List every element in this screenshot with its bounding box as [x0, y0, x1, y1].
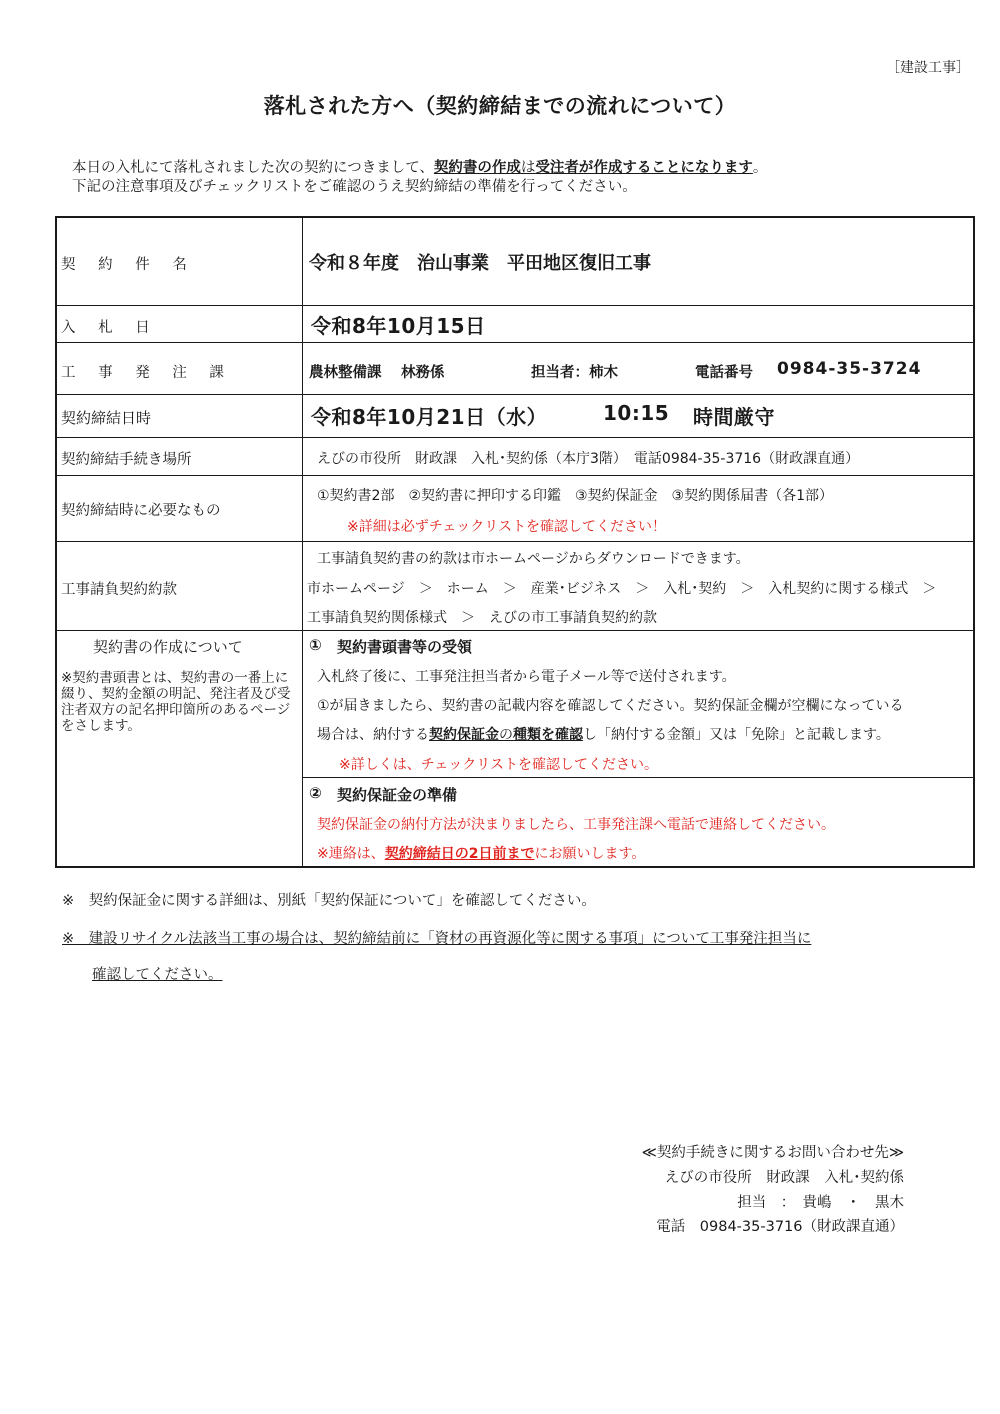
step2-title: 契約保証金の準備: [337, 786, 458, 804]
label-required-items: 契約締結時に必要なもの: [61, 503, 221, 519]
terms-line-1: 工事請負契約書の約款は市ホームページからダウンロードできます。: [317, 551, 750, 567]
intro-line-2: 下記の注意事項及びチェックリストをご確認のうえ契約締結の準備を行ってください。: [72, 179, 637, 195]
label-procedure-place: 契約締結手続き場所: [61, 452, 192, 468]
row-divider: [55, 541, 975, 542]
contact-office: えびの市役所 財政課 入札･契約係: [664, 1170, 904, 1186]
table-border-left: [55, 216, 57, 868]
row-divider: [55, 342, 975, 343]
row-divider-sub: [302, 777, 975, 778]
step1-line-2: ①が届きましたら、契約書の記載内容を確認してください。契約保証金欄が空欄になっている: [317, 698, 904, 714]
table-border-top: [55, 216, 975, 218]
contact-person: 担当 ： 貴嶋 ・ 黒木: [737, 1195, 904, 1211]
step1-note: ※詳しくは、チェックリストを確認してください。: [339, 757, 659, 773]
creation-left-note: ※契約書頭書とは、契約書の一番上に綴り、契約金額の明記、発注者及び受注者双方の記名押印箇所のあるページをさします。: [61, 670, 291, 734]
table-column-divider: [302, 216, 303, 868]
row-divider: [55, 305, 975, 306]
label-ordering-dept: 工 事 発 注 課: [61, 365, 233, 381]
value-contract-name: 令和８年度 治山事業 平田地区復旧工事: [309, 253, 651, 274]
value-required-items: ①契約書2部 ②契約書に押印する印鑑 ③契約保証金 ③契約関係届書（各1部）: [317, 488, 834, 504]
step1-emphasis-b: 種類を確認: [513, 727, 583, 743]
contact-phone: 電話 0984-35-3716（財政課直通）: [656, 1219, 904, 1235]
label-terms: 工事請負契約約款: [61, 582, 177, 598]
value-person: 担当者：柿木: [531, 365, 618, 381]
label-creation: 契約書の作成について: [93, 638, 243, 656]
step1-line-3: 場合は、納付する契約保証金の種類を確認し「納付する金額」又は「免除」と記載します。: [317, 727, 890, 743]
value-bid-date: 令和8年10月15日: [311, 314, 486, 338]
label-bid-date: 入 札 日: [61, 320, 159, 336]
value-procedure-place: えびの市役所 財政課 入札･契約係（本庁3階） 電話0984-35-3716（財政課直通）: [317, 451, 860, 467]
step1-number: ①: [309, 636, 322, 654]
table-border-bottom: [55, 866, 975, 868]
value-phone-label: 電話番号: [695, 365, 753, 381]
footnote-2-continued: 確認してください。: [92, 967, 223, 983]
step1-emphasis-a: 契約保証金: [429, 727, 499, 743]
value-signing-date: 令和8年10月21日（水）: [311, 405, 548, 429]
step2-emphasis: 契約締結日の2日前まで: [384, 846, 535, 862]
step1-line-1: 入札終了後に、工事発注担当者から電子メール等で送付されます。: [317, 669, 736, 685]
intro-emphasis-b: 受注者が作成することになります: [535, 160, 753, 176]
terms-path-line-2: 市ホームページ ＞ ホーム ＞ 産業･ビジネス ＞ 入札･契約 ＞ 入札契約に関する様式 ＞: [307, 581, 937, 597]
label-contract-name: 契 約 件 名: [61, 257, 196, 273]
value-signing-note: 時間厳守: [693, 405, 775, 429]
terms-path-line-3: 工事請負契約関係様式 ＞ えびの市工事請負契約約款: [307, 610, 657, 626]
row-divider: [55, 394, 975, 395]
table-border-right: [973, 216, 975, 868]
value-signing-time: 10:15: [603, 401, 670, 425]
intro-line-1: 本日の入札にて落札されました次の契約につきまして、契約書の作成は受注者が作成することになります。: [72, 160, 768, 176]
row-divider: [55, 630, 975, 631]
contact-heading: ≪契約手続きに関するお問い合わせ先≫: [641, 1145, 904, 1161]
row-divider: [55, 437, 975, 438]
step2-line-2: ※連絡は、契約締結日の2日前までにお願いします。: [317, 846, 646, 862]
page-title: 落札された方へ（契約締結までの流れについて）: [263, 94, 737, 118]
footnote-2: ※ 建設リサイクル法該当工事の場合は、契約締結前に「資材の再資源化等に関する事項」について工事発注担当に: [62, 931, 812, 947]
step2-number: ②: [309, 784, 322, 802]
step2-line-1: 契約保証金の納付方法が決まりましたら、工事発注課へ電話で連絡してください。: [317, 817, 835, 833]
intro-emphasis-a: 契約書の作成: [433, 160, 521, 176]
document-tag: ［建設工事］: [886, 60, 970, 76]
required-items-note: ※詳細は必ずチェックリストを確認してください！: [347, 519, 667, 535]
row-divider: [55, 475, 975, 476]
label-signing-datetime: 契約締結日時: [61, 409, 152, 427]
footnote-1: ※ 契約保証金に関する詳細は、別紙「契約保証について」を確認してください。: [62, 893, 596, 909]
step1-title: 契約書頭書等の受領: [337, 638, 473, 656]
value-phone: 0984-35-3724: [777, 359, 922, 379]
contract-info-table: [55, 216, 975, 868]
value-dept: 農林整備課 林務係: [309, 365, 445, 381]
